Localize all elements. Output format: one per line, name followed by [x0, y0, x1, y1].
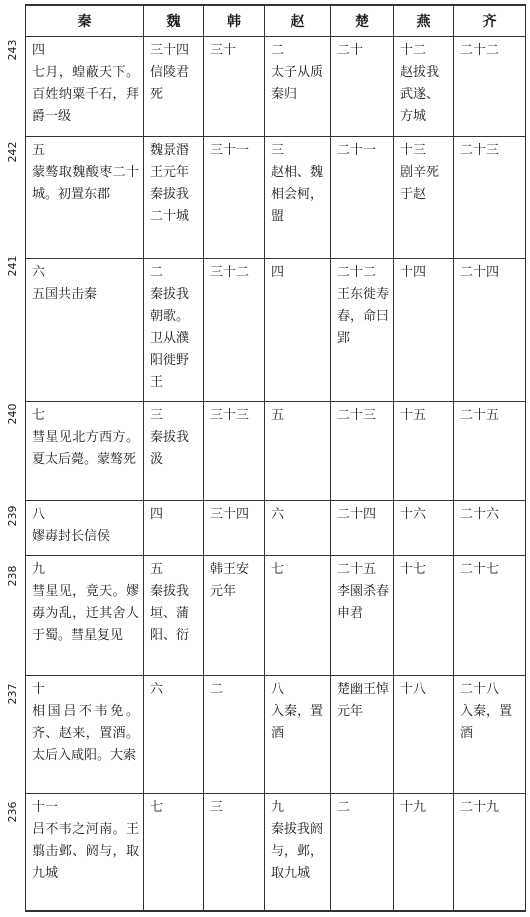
year-label: 238: [6, 565, 19, 587]
table-cell: 七 彗星见北方西方。夏太后薨。蒙骜死: [26, 401, 144, 500]
table-cell: 四: [265, 258, 331, 401]
table-cell: 二十四: [454, 258, 526, 401]
table-row: [26, 258, 526, 401]
table-cell: 三 秦拔我汲: [144, 401, 204, 500]
table-cell: 十五: [394, 401, 454, 500]
table-cell: 二: [331, 793, 394, 911]
year-label: 236: [6, 801, 19, 823]
year-label: 240: [6, 403, 19, 425]
table-row: [26, 36, 526, 136]
table-cell: 二 秦拔我朝歌。卫从濮阳徙野王: [144, 258, 204, 401]
column-header: 楚: [331, 5, 394, 36]
table-cell: 五 蒙骜取魏酸枣二十城。初置东郡: [26, 136, 144, 258]
year-label: 242: [6, 141, 19, 163]
year-label: 243: [6, 39, 19, 61]
table-cell: 二十: [331, 36, 394, 136]
table-row: [26, 675, 526, 793]
table-cell: 楚幽王悼元年: [331, 675, 394, 793]
table-cell: 魏景湣王元年秦拔我二十城: [144, 136, 204, 258]
year-column: [0, 0, 25, 917]
table-cell: 二十三: [454, 136, 526, 258]
table-cell: 四 七月，蝗蔽天下。百姓纳粟千石，拜爵一级: [26, 36, 144, 136]
table-cell: 八 入秦，置酒: [265, 675, 331, 793]
table-cell: 三 赵相、魏相会柯，盟: [265, 136, 331, 258]
table-cell: 九 彗星见，竟天。嫪毐为乱，迁其舍人于蜀。彗星复见: [26, 555, 144, 675]
table-cell: 三十四: [204, 500, 265, 555]
table-row: [26, 401, 526, 500]
table-row: [26, 136, 526, 258]
column-header: 韩: [204, 5, 265, 36]
column-header: 秦: [26, 5, 144, 36]
table-cell: 六 五国共击秦: [26, 258, 144, 401]
table-cell: 四: [144, 500, 204, 555]
table-cell: 十四: [394, 258, 454, 401]
table-cell: 七: [144, 793, 204, 911]
year-label: 237: [6, 683, 19, 705]
year-label: 241: [6, 255, 19, 277]
table-cell: 二十九: [454, 793, 526, 911]
table-cell: 十八: [394, 675, 454, 793]
table-cell: 八 嫪毐封长信侯: [26, 500, 144, 555]
column-header: 魏: [144, 5, 204, 36]
table-cell: 十九: [394, 793, 454, 911]
column-header: 燕: [394, 5, 454, 36]
header-row: [26, 5, 526, 36]
table-cell: 十七: [394, 555, 454, 675]
year-label: 239: [6, 505, 19, 527]
table-cell: 二十二: [454, 36, 526, 136]
table-cell: 二十三: [331, 401, 394, 500]
table-cell: 三十三: [204, 401, 265, 500]
table-cell: 十一 吕不韦之河南。王翦击邺、阏与，取九城: [26, 793, 144, 911]
table-cell: 六: [265, 500, 331, 555]
table-cell: 十三 剧辛死于赵: [394, 136, 454, 258]
table-cell: 三: [204, 793, 265, 911]
table-cell: 二十六: [454, 500, 526, 555]
table-cell: 五: [265, 401, 331, 500]
table-cell: 七: [265, 555, 331, 675]
table-cell: 韩王安元年: [204, 555, 265, 675]
table-cell: 十二 赵拔我武遂、方城: [394, 36, 454, 136]
column-header: 赵: [265, 5, 331, 36]
table-cell: 二: [204, 675, 265, 793]
table-cell: 二 太子从质秦归: [265, 36, 331, 136]
table-cell: 五 秦拔我垣、蒲阳、衍: [144, 555, 204, 675]
table-cell: 三十: [204, 36, 265, 136]
table-cell: 九 秦拔我阏与，邺，取九城: [265, 793, 331, 911]
table-row: [26, 500, 526, 555]
table-cell: 二十一: [331, 136, 394, 258]
table-cell: 二十七: [454, 555, 526, 675]
table-row: [26, 555, 526, 675]
table-cell: 三十一: [204, 136, 265, 258]
table-cell: 十六: [394, 500, 454, 555]
table-cell: 三十四 信陵君死: [144, 36, 204, 136]
chronology-table: [25, 4, 526, 912]
table-cell: 二十四: [331, 500, 394, 555]
table-row: [26, 793, 526, 911]
table-cell: 二十五 李園杀春申君: [331, 555, 394, 675]
table-cell: 二十五: [454, 401, 526, 500]
table-cell: 二十二 王东徙寿春，命曰郢: [331, 258, 394, 401]
table-cell: 六: [144, 675, 204, 793]
table-cell: 二十八 入秦，置酒: [454, 675, 526, 793]
table-cell: 十 相国吕不韦免。齐、赵来，置酒。太后入咸阳。大索: [26, 675, 144, 793]
table-cell: 三十二: [204, 258, 265, 401]
column-header: 齐: [454, 5, 526, 36]
